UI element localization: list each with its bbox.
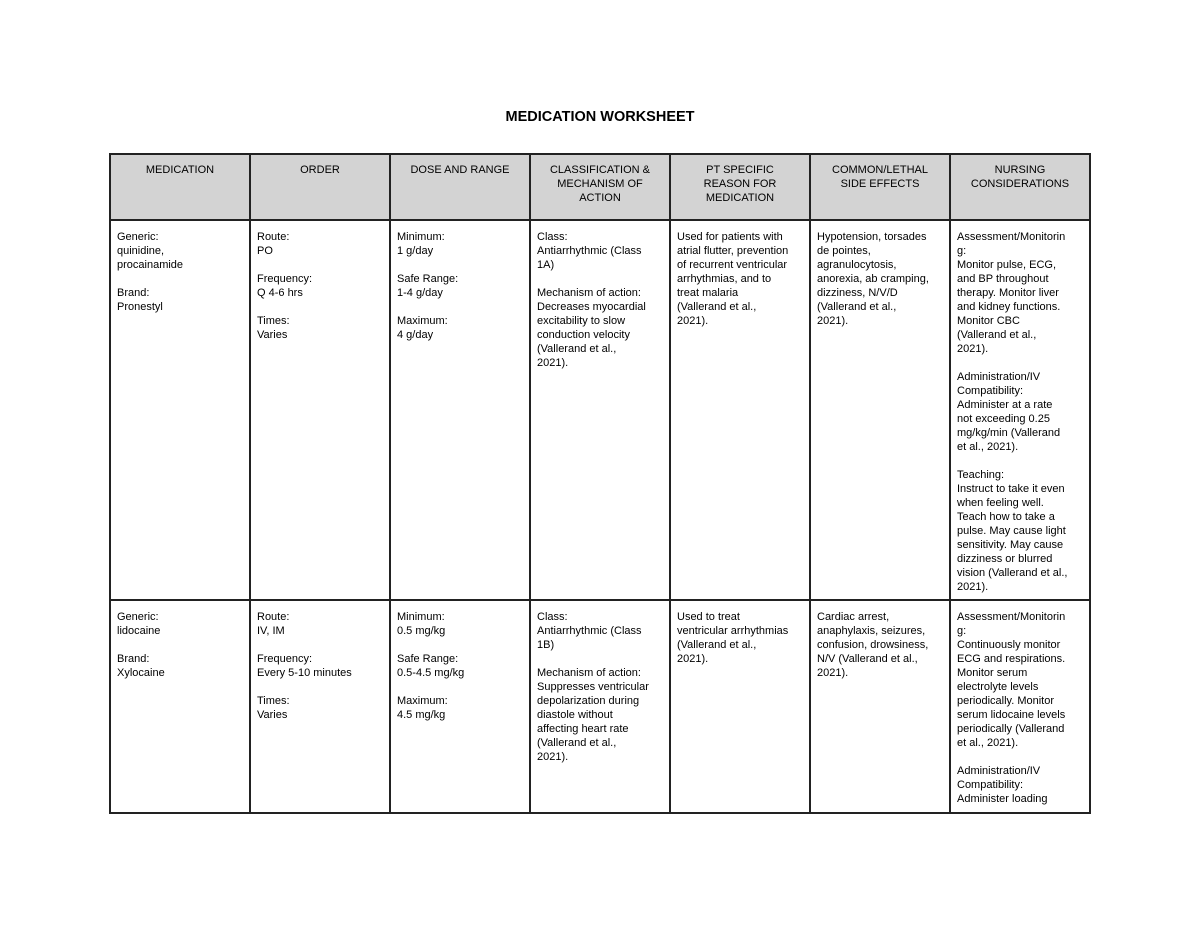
- header-side-effects: COMMON/LETHAL SIDE EFFECTS: [810, 154, 950, 220]
- cell-order: Route: IV, IM Frequency: Every 5-10 minutes Times: Varies: [250, 600, 390, 813]
- medication-table: [109, 153, 1091, 814]
- table-header-row: [110, 154, 1090, 220]
- header-nursing-considerations: NURSING CONSIDERATIONS: [950, 154, 1090, 220]
- cell-medication: Generic: lidocaine Brand: Xylocaine: [110, 600, 250, 813]
- header-dose-and-range: DOSE AND RANGE: [390, 154, 530, 220]
- cell-nursing: Assessment/Monitorin g: Continuously monitor ECG and respirations. Monitor serum electrolyte levels periodically. Monitor serum lidocaine levels periodically (Vallerand et al., 2021). Administration/IV Compatibility: Administer loading: [950, 600, 1090, 813]
- header-classification: CLASSIFICATION & MECHANISM OF ACTION: [530, 154, 670, 220]
- table-row: [110, 220, 1090, 600]
- cell-side-effects: Hypotension, torsades de pointes, agranulocytosis, anorexia, ab cramping, dizziness, N/V/D (Vallerand et al., 2021).: [810, 220, 950, 600]
- cell-reason: Used to treat ventricular arrhythmias (Vallerand et al., 2021).: [670, 600, 810, 813]
- cell-classification: Class: Antiarrhythmic (Class 1A) Mechanism of action: Decreases myocardial excitability to slow conduction velocity (Vallerand et al., 2021).: [530, 220, 670, 600]
- page-title: MEDICATION WORKSHEET: [505, 109, 695, 125]
- cell-order: Route: PO Frequency: Q 4-6 hrs Times: Varies: [250, 220, 390, 600]
- cell-dose: Minimum: 0.5 mg/kg Safe Range: 0.5-4.5 mg/kg Maximum: 4.5 mg/kg: [390, 600, 530, 813]
- cell-medication: Generic: quinidine, procainamide Brand: Pronestyl: [110, 220, 250, 600]
- header-reason: PT SPECIFIC REASON FOR MEDICATION: [670, 154, 810, 220]
- header-medication: MEDICATION: [110, 154, 250, 220]
- cell-nursing: Assessment/Monitorin g: Monitor pulse, ECG, and BP throughout therapy. Monitor liver and kidney functions. Monitor CBC (Vallerand et al., 2021). Administration/IV Compatibility: Administer at a rate not exceeding 0.25 mg/kg/min (Vallerand et al., 2021). Teaching: Instruct to take it even when feeling well. Teach how to take a pulse. May cause light sensitivity. May cause dizziness or blurred vision (Vallerand et al., 2021).: [950, 220, 1090, 600]
- cell-reason: Used for patients with atrial flutter, prevention of recurrent ventricular arrhythmias, and to treat malaria (Vallerand et al., 2021).: [670, 220, 810, 600]
- table-row: [110, 600, 1090, 813]
- header-order: ORDER: [250, 154, 390, 220]
- cell-side-effects: Cardiac arrest, anaphylaxis, seizures, confusion, drowsiness, N/V (Vallerand et al., 2021).: [810, 600, 950, 813]
- cell-classification: Class: Antiarrhythmic (Class 1B) Mechanism of action: Suppresses ventricular depolarization during diastole without affecting heart rate (Vallerand et al., 2021).: [530, 600, 670, 813]
- cell-dose: Minimum: 1 g/day Safe Range: 1-4 g/day Maximum: 4 g/day: [390, 220, 530, 600]
